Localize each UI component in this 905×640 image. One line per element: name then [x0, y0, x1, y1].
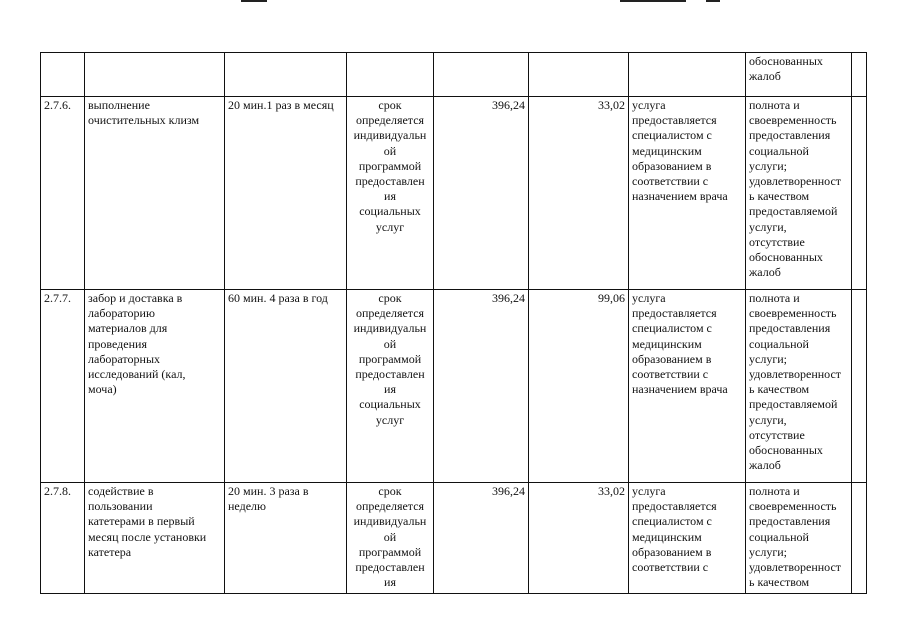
cell-extra	[852, 483, 867, 594]
cell-extra	[852, 290, 867, 483]
cell-cost: 33,02	[529, 97, 629, 290]
cell-tariff	[434, 53, 529, 97]
scan-artifact-left	[241, 0, 267, 2]
cell-conditions	[629, 53, 746, 97]
cell-term	[347, 53, 434, 97]
cell-conditions: услуга предоставляется специалистом с медицинским образованием в соответствии с назначением врача	[629, 97, 746, 290]
cell-conditions: услуга предоставляется специалистом с медицинским образованием в соответствии с назначением врача	[629, 290, 746, 483]
cell-term: срок определяется индивидуальн ой программой предоставлен ия социальных услуг	[347, 97, 434, 290]
cell-service-name: содействие в пользовании катетерами в первый месяц после установки катетера	[85, 483, 225, 594]
table-row	[41, 290, 867, 483]
cell-cost: 99,06	[529, 290, 629, 483]
table-row-continued	[41, 53, 867, 97]
scan-artifact-right	[706, 0, 720, 2]
cell-norm: 20 мин. 3 раза в неделю	[225, 483, 347, 594]
table-row	[41, 97, 867, 290]
cell-num	[41, 53, 85, 97]
cell-service-name: забор и доставка в лабораторию материалов для проведения лабораторных исследований (кал, моча)	[85, 290, 225, 483]
cell-tariff: 396,24	[434, 97, 529, 290]
cell-num: 2.7.6.	[41, 97, 85, 290]
cell-quality: полнота и своевременность предоставления социальной услуги; удовлетворенност ь качеством	[746, 483, 852, 594]
cell-norm: 20 мин.1 раз в месяц	[225, 97, 347, 290]
table-row-truncated	[41, 483, 867, 594]
cell-num: 2.7.7.	[41, 290, 85, 483]
cell-service-name: выполнение очистительных клизм	[85, 97, 225, 290]
cell-tariff: 396,24	[434, 290, 529, 483]
cell-cost	[529, 53, 629, 97]
cell-term: срок определяется индивидуальн ой программой предоставлен ия	[347, 483, 434, 594]
cell-norm: 60 мин. 4 раза в год	[225, 290, 347, 483]
cell-extra	[852, 53, 867, 97]
cell-extra	[852, 97, 867, 290]
cell-quality: полнота и своевременность предоставления социальной услуги; удовлетворенност ь качеством предоставляемой услуги, отсутствие обоснованных жалоб	[746, 290, 852, 483]
cell-num: 2.7.8.	[41, 483, 85, 594]
cell-cost: 33,02	[529, 483, 629, 594]
cell-service-name	[85, 53, 225, 97]
scan-artifact-middle	[620, 0, 686, 2]
cell-tariff: 396,24	[434, 483, 529, 594]
cell-term: срок определяется индивидуальн ой программой предоставлен ия социальных услуг	[347, 290, 434, 483]
services-table	[40, 52, 867, 594]
cell-quality: полнота и своевременность предоставления социальной услуги; удовлетворенност ь качеством предоставляемой услуги, отсутствие обоснованных жалоб	[746, 97, 852, 290]
cell-norm	[225, 53, 347, 97]
cell-conditions: услуга предоставляется специалистом с медицинским образованием в соответствии с	[629, 483, 746, 594]
cell-quality: обоснованных жалоб	[746, 53, 852, 97]
